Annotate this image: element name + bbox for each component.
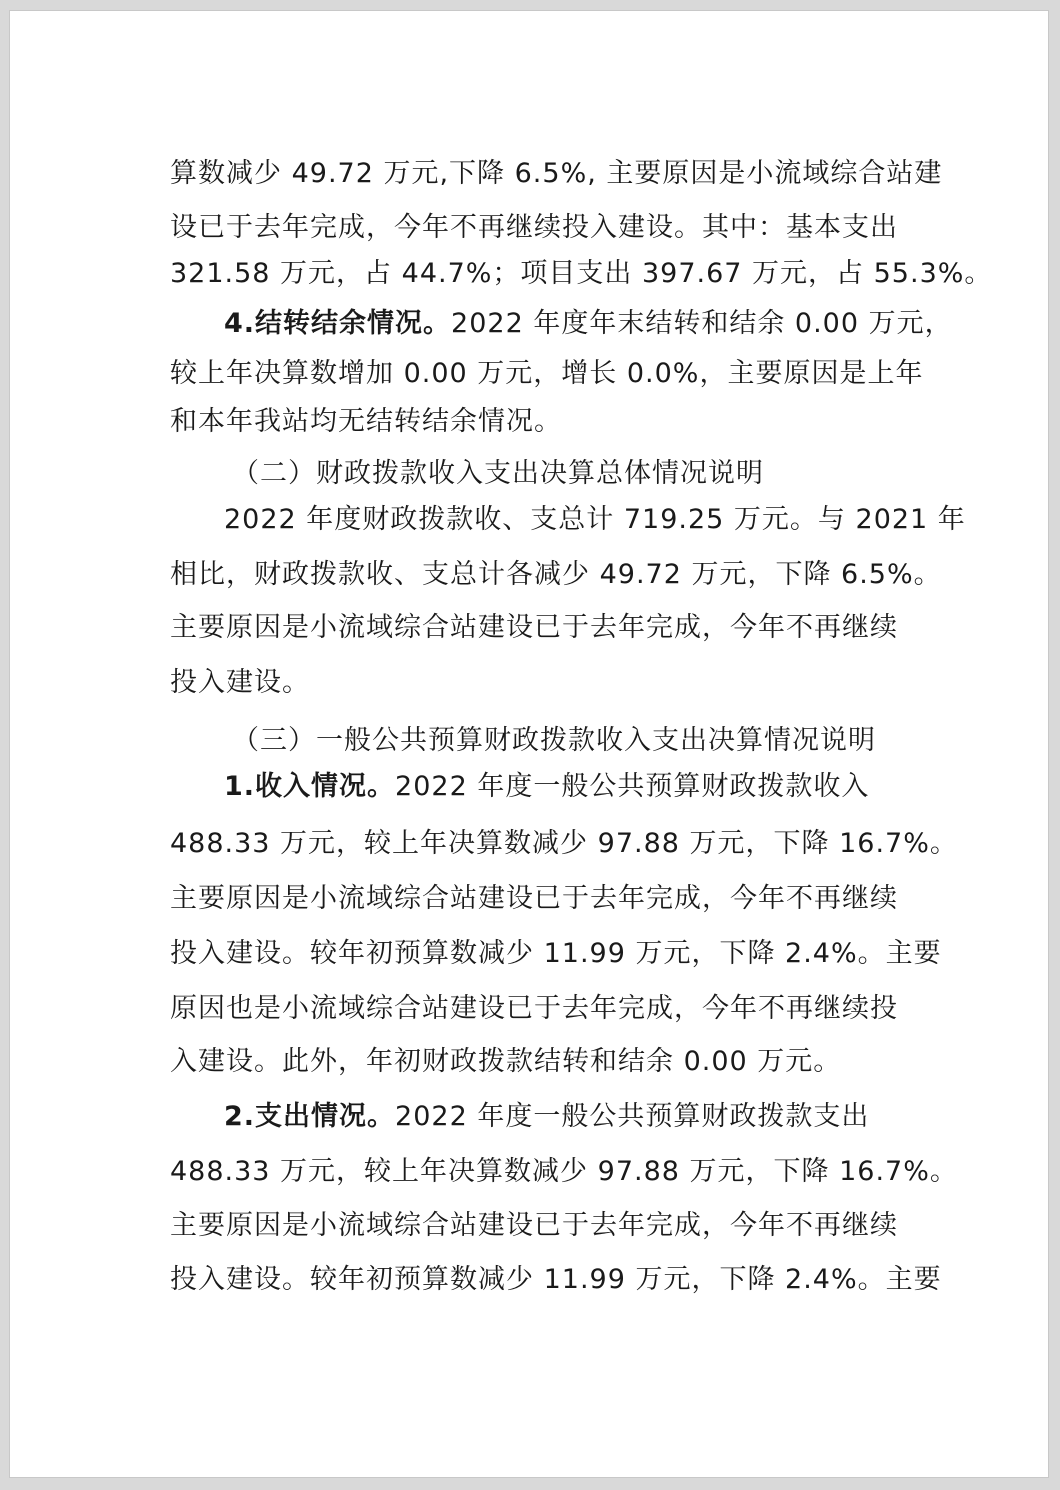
text-line: 较上年决算数增加 0.00 万元，增长 0.0%，主要原因是上年 bbox=[170, 358, 924, 389]
text-segment: 2022 年度一般公共预算财政拨款收入 bbox=[395, 771, 870, 802]
text-line: 主要原因是小流域综合站建设已于去年完成，今年不再继续 bbox=[170, 612, 898, 643]
text-line: 和本年我站均无结转结余情况。 bbox=[170, 406, 562, 437]
text-line: 算数减少 49.72 万元,下降 6.5%, 主要原因是小流域综合站建 bbox=[170, 158, 943, 189]
section-heading-2: （二）财政拨款收入支出决算总体情况说明 bbox=[232, 458, 764, 489]
text-line: 主要原因是小流域综合站建设已于去年完成，今年不再继续 bbox=[170, 883, 898, 914]
subsection-2-line bbox=[224, 1099, 892, 1135]
text-line: 488.33 万元，较上年决算数减少 97.88 万元，下降 16.7%。 bbox=[170, 828, 958, 859]
section-4-line bbox=[224, 306, 953, 342]
text-segment: 2022 年度年末结转和结余 0.00 万元， bbox=[451, 308, 953, 339]
text-line: 2022 年度财政拨款收、支总计 719.25 万元。与 2021 年 bbox=[224, 504, 966, 535]
subsection-1-heading: 1.收入情况。 bbox=[224, 771, 396, 802]
text-line: 投入建设。较年初预算数减少 11.99 万元，下降 2.4%。主要 bbox=[170, 938, 942, 969]
document-page bbox=[9, 10, 1049, 1478]
text-line: 321.58 万元，占 44.7%；项目支出 397.67 万元，占 55.3%。 bbox=[170, 258, 993, 289]
text-line: 原因也是小流域综合站建设已于去年完成，今年不再继续投 bbox=[170, 993, 898, 1024]
text-line: 入建设。此外，年初财政拨款结转和结余 0.00 万元。 bbox=[170, 1046, 842, 1077]
text-line: 投入建设。 bbox=[170, 667, 310, 698]
subsection-1-line bbox=[224, 769, 892, 805]
subsection-2-heading: 2.支出情况。 bbox=[224, 1101, 396, 1132]
text-line: 488.33 万元，较上年决算数减少 97.88 万元，下降 16.7%。 bbox=[170, 1156, 958, 1187]
section-4-heading: 4.结转结余情况。 bbox=[224, 308, 452, 339]
text-line: 投入建设。较年初预算数减少 11.99 万元，下降 2.4%。主要 bbox=[170, 1264, 942, 1295]
text-segment: 2022 年度一般公共预算财政拨款支出 bbox=[395, 1101, 870, 1132]
text-line: 主要原因是小流域综合站建设已于去年完成，今年不再继续 bbox=[170, 1210, 898, 1241]
text-line: 设已于去年完成，今年不再继续投入建设。其中：基本支出 bbox=[170, 212, 898, 243]
section-heading-3: （三）一般公共预算财政拨款收入支出决算情况说明 bbox=[232, 725, 876, 756]
text-line: 相比，财政拨款收、支总计各减少 49.72 万元，下降 6.5%。 bbox=[170, 559, 942, 590]
